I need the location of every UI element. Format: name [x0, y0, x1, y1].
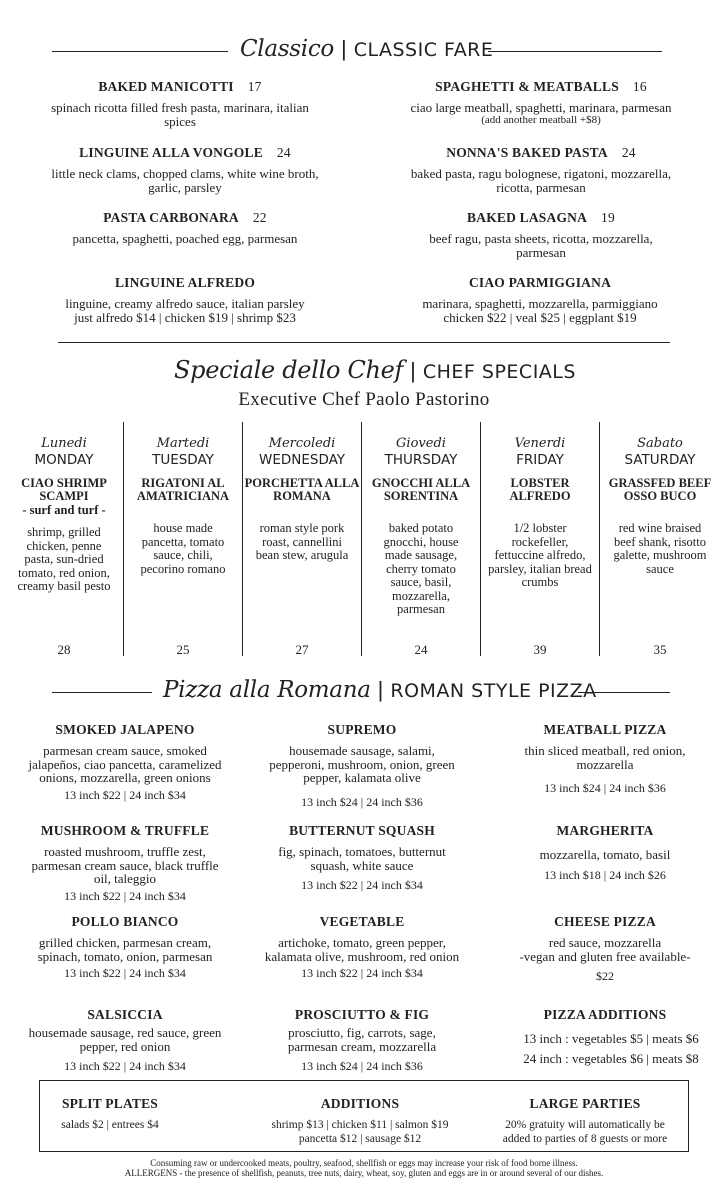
- large-parties-title: LARGE PARTIES: [529, 1096, 641, 1111]
- pizza-mushroom-truffle: [25, 823, 225, 904]
- item-name: POLLO BIANCO: [71, 914, 179, 929]
- item-description: roasted mushroom, truffle zest, parmesan cream sauce, black truffle oil, taleggio: [31, 844, 219, 886]
- pizza-supremo: [262, 722, 462, 810]
- heading-divider: |: [377, 677, 384, 702]
- special-description: baked potato gnocchi, house made sausage, cherry tomato sauce, basil, mozzarella, parmesan: [383, 521, 459, 616]
- item-name: BUTTERNUT SQUASH: [289, 823, 435, 838]
- special-monday: [6, 436, 122, 666]
- item-description: grilled chicken, parmesan cream, spinach, tomato, onion, parmesan: [37, 935, 213, 964]
- item-description: marinara, spaghetti, mozzarella, parmiggiano: [422, 296, 658, 311]
- extras-box: [39, 1080, 689, 1152]
- pizza-smoked-jalapeno: [25, 722, 225, 803]
- special-friday: [482, 436, 598, 666]
- additions-line-1: shrimp $13 | chicken $11 | salmon $19: [271, 1119, 449, 1131]
- menu-item-baked-lasagna: [400, 210, 682, 259]
- specials-script-title: Speciale dello Chef: [174, 356, 404, 384]
- item-name: BAKED MANICOTTI: [98, 79, 234, 94]
- day-divider: [599, 422, 600, 656]
- item-description: spinach ricotta filled fresh pasta, marinara, italian spices: [51, 100, 309, 129]
- item-name: PROSCIUTTO & FIG: [294, 1007, 430, 1022]
- day-divider: [242, 422, 243, 656]
- special-description: roman style pork roast, cannellini bean stew, arugula: [255, 521, 349, 562]
- item-name: LINGUINE ALLA VONGOLE: [79, 145, 263, 160]
- item-sizes: 13 inch $24 | 24 inch $36: [301, 1059, 423, 1073]
- item-description: fig, spinach, tomatoes, butternut squash, white sauce: [278, 844, 446, 873]
- menu-item-baked-manicotti: [30, 79, 330, 128]
- additions-24-inch: 24 inch : vegetables $6 | meats $8: [523, 1050, 699, 1066]
- special-saturday: [602, 436, 718, 666]
- split-plates: [40, 1096, 180, 1133]
- day-english: SATURDAY: [624, 452, 696, 468]
- pizza-additions: [495, 1007, 715, 1065]
- item-price: 17: [247, 79, 262, 94]
- special-price: 39: [533, 642, 547, 657]
- item-options: just alfredo $14 | chicken $19 | shrimp $23: [74, 309, 296, 325]
- item-description: prosciutto, fig, carrots, sage, parmesan cream, mozzarella: [287, 1025, 437, 1054]
- item-description: little neck clams, chopped clams, white wine broth, garlic, parsley: [51, 166, 319, 195]
- special-thursday: [363, 436, 479, 666]
- special-description: red wine braised beef shank, risotto galette, mushroom sauce: [613, 521, 707, 576]
- item-description: baked pasta, ragu bolognese, rigatoni, mozzarella, ricotta, parmesan: [410, 166, 672, 195]
- item-name: SPAGHETTI & MEATBALLS: [435, 79, 619, 94]
- item-sizes: 13 inch $24 | 24 inch $36: [301, 794, 423, 809]
- day-italian: Mercoledi: [268, 436, 336, 451]
- item-description: artichoke, tomato, green pepper, kalamata olive, mushroom, red onion: [264, 935, 460, 964]
- special-dish: CIAO SHRIMP SCAMPI: [21, 476, 107, 503]
- special-price: 27: [295, 642, 309, 657]
- pizza-cheese: [495, 914, 715, 984]
- heading-divider: |: [410, 358, 416, 383]
- item-sizes: 13 inch $24 | 24 inch $36: [544, 781, 666, 795]
- item-name: CHEESE PIZZA: [554, 914, 656, 929]
- item-name: NONNA'S BAKED PASTA: [446, 145, 608, 160]
- special-note: - surf and turf -: [22, 503, 106, 517]
- weekly-specials: [6, 436, 722, 666]
- item-price: 16: [632, 79, 647, 94]
- item-sizes: 13 inch $22 | 24 inch $34: [301, 878, 423, 892]
- item-description: pancetta, spaghetti, poached egg, parmesan: [72, 231, 298, 246]
- classico-caps-title: CLASSIC FARE: [353, 39, 494, 61]
- menu-item-linguine-vongole: [30, 145, 340, 194]
- item-name: PASTA CARBONARA: [103, 210, 239, 225]
- day-italian: Sabato: [637, 436, 683, 451]
- menu-item-pasta-carbonara: [30, 210, 340, 246]
- item-description: ciao large meatball, spaghetti, marinara, parmesan: [410, 100, 672, 115]
- day-english: MONDAY: [34, 452, 94, 468]
- menu-item-spaghetti-meatballs: [400, 79, 682, 126]
- large-parties-line-1: 20% gratuity will automatically be: [505, 1119, 665, 1131]
- item-description: beef ragu, pasta sheets, ricotta, mozzarella, parmesan: [429, 231, 653, 260]
- special-description: 1/2 lobster rockefeller, fettuccine alfredo, parsley, italian bread crumbs: [488, 521, 592, 589]
- menu-item-nonnas-baked-pasta: [400, 145, 682, 194]
- pizza-meatball: [495, 722, 715, 796]
- day-english: THURSDAY: [384, 452, 458, 468]
- item-description: housemade sausage, salami, pepperoni, mushroom, onion, green pepper, kalamata olive: [269, 743, 455, 785]
- pizza-caps-title: ROMAN STYLE PIZZA: [390, 680, 597, 702]
- footer-allergen-notice: ALLERGENS - the presence of shellfish, peanuts, tree nuts, dairy, wheat, soy, gluten and eggs are in or around several of our dishes.: [124, 1168, 604, 1178]
- item-name: VEGETABLE: [319, 914, 405, 929]
- classico-script-title: Classico: [240, 36, 334, 62]
- classico-rule-right: [488, 51, 662, 52]
- pizza-prosciutto-fig: [262, 1007, 462, 1074]
- additions: [240, 1096, 480, 1146]
- additions-line-2: pancetta $12 | sausage $12: [298, 1132, 422, 1145]
- split-plates-title: SPLIT PLATES: [61, 1096, 159, 1111]
- item-description: housemade sausage, red sauce, green pepper, red onion: [28, 1025, 222, 1054]
- pizza-salsiccia: [25, 1007, 225, 1074]
- item-sizes: 13 inch $22 | 24 inch $34: [64, 966, 186, 980]
- classico-rule-left: [52, 51, 228, 52]
- footer-health-notice: Consuming raw or undercooked meats, poultry, seafood, shellfish or eggs may increase your risk of food borne illness.: [150, 1158, 578, 1168]
- item-name: SALSICCIA: [87, 1007, 163, 1022]
- item-price: 24: [621, 145, 636, 160]
- item-name: MEATBALL PIZZA: [543, 722, 667, 737]
- pizza-pollo-bianco: [25, 914, 225, 981]
- item-name: SUPREMO: [327, 722, 397, 737]
- day-italian: Lunedi: [41, 436, 87, 451]
- item-name: BAKED LASAGNA: [467, 210, 588, 225]
- special-price: 35: [653, 642, 667, 657]
- specials-caps-title: CHEF SPECIALS: [422, 361, 576, 383]
- executive-chef: Executive Chef Paolo Pastorino: [238, 389, 490, 410]
- item-description: parmesan cream sauce, smoked jalapeños, ciao pancetta, caramelized onions, mozzarella, green onions: [28, 743, 222, 785]
- day-english: FRIDAY: [516, 452, 564, 468]
- pizza-vegetable: [262, 914, 462, 981]
- item-sizes: 13 inch $22 | 24 inch $34: [64, 1059, 186, 1073]
- day-divider: [480, 422, 481, 656]
- special-dish: GNOCCHI ALLA SORENTINA: [371, 476, 471, 503]
- item-description: red sauce, mozzarella: [548, 935, 662, 950]
- day-italian: Giovedi: [396, 436, 446, 451]
- item-name: SMOKED JALAPENO: [55, 722, 195, 737]
- item-sizes: 13 inch $22 | 24 inch $34: [64, 787, 186, 802]
- special-price: 24: [414, 642, 428, 657]
- item-sizes: 13 inch $18 | 24 inch $26: [544, 867, 666, 882]
- special-dish: PORCHETTA ALLA ROMANA: [244, 476, 360, 503]
- additions-13-inch: 13 inch : vegetables $5 | meats $6: [523, 1031, 699, 1046]
- item-price: 19: [601, 210, 615, 225]
- item-name: MARGHERITA: [556, 823, 654, 838]
- item-name: CIAO PARMIGGIANA: [468, 275, 612, 290]
- additions-title: ADDITIONS: [320, 1096, 400, 1111]
- special-price: 28: [57, 642, 71, 657]
- pizza-rule-left: [52, 692, 152, 693]
- special-price: 25: [176, 642, 190, 657]
- day-italian: Martedi: [156, 436, 210, 451]
- item-description: thin sliced meatball, red onion, mozzarella: [524, 743, 686, 772]
- item-name: LINGUINE ALFREDO: [114, 275, 256, 290]
- item-price: 24: [276, 145, 291, 160]
- item-sizes: 13 inch $22 | 24 inch $34: [301, 966, 423, 980]
- large-parties: [495, 1096, 675, 1146]
- special-wednesday: [244, 436, 360, 666]
- menu-item-linguine-alfredo: [30, 275, 340, 325]
- item-note: (add another meatball +$8): [481, 113, 601, 126]
- special-dish: GRASSFED BEEF OSSO BUCO: [608, 476, 712, 503]
- item-description: linguine, creamy alfredo sauce, italian parsley: [65, 296, 305, 311]
- pizza-butternut-squash: [262, 823, 462, 893]
- special-dish: LOBSTER ALFREDO: [509, 476, 571, 503]
- special-dish: RIGATONI AL AMATRICIANA: [136, 476, 230, 503]
- classico-heading: [240, 36, 494, 66]
- item-name: MUSHROOM & TRUFFLE: [40, 823, 210, 838]
- item-options: chicken $22 | veal $25 | eggplant $19: [443, 309, 637, 325]
- item-sizes: $22: [596, 969, 614, 983]
- pizza-heading: [163, 677, 597, 707]
- item-sizes: 13 inch $22 | 24 inch $34: [64, 888, 186, 903]
- special-tuesday: [125, 436, 241, 666]
- menu-item-ciao-parmiggiana: [390, 275, 690, 325]
- special-description: house made pancetta, tomato sauce, chili, pecorino romano: [140, 521, 226, 576]
- day-italian: Venerdi: [514, 436, 566, 451]
- day-divider: [361, 422, 362, 656]
- item-name: PIZZA ADDITIONS: [543, 1007, 667, 1022]
- large-parties-line-2: added to parties of 8 guests or more: [502, 1132, 668, 1145]
- day-english: TUESDAY: [152, 452, 214, 468]
- special-description: shrimp, grilled chicken, penne pasta, sun-dried tomato, red onion, creamy basil pesto: [17, 525, 111, 593]
- item-description: mozzarella, tomato, basil: [539, 847, 671, 862]
- heading-divider: |: [340, 36, 347, 61]
- pizza-script-title: Pizza alla Romana: [163, 677, 371, 703]
- item-dietary-note: -vegan and gluten free available-: [519, 948, 691, 964]
- specials-heading: [174, 356, 574, 388]
- section-divider: [58, 342, 670, 343]
- split-plates-text: salads $2 | entrees $4: [61, 1119, 159, 1131]
- day-divider: [123, 422, 124, 656]
- pizza-margherita: [495, 823, 715, 883]
- day-english: WEDNESDAY: [258, 452, 346, 468]
- item-price: 22: [252, 210, 267, 225]
